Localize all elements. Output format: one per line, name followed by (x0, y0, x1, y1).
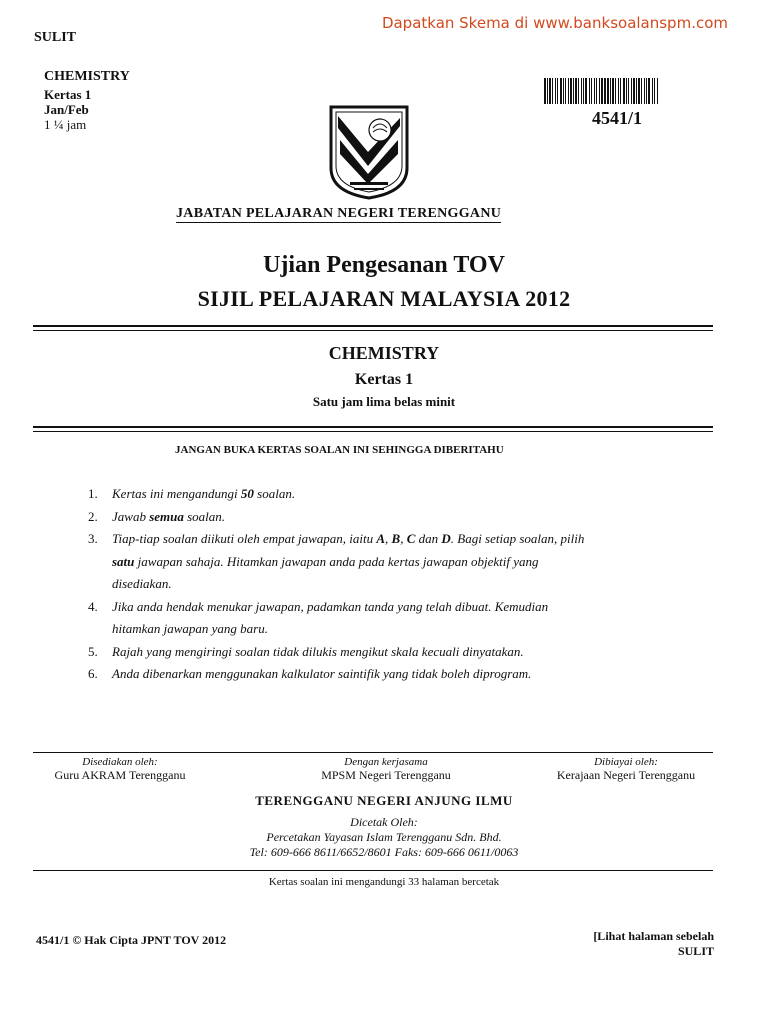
barcode-bar (568, 78, 569, 104)
credit-prepared (20, 756, 220, 783)
barcode-bar (599, 78, 600, 104)
instruction-number: 1. (88, 486, 98, 501)
instruction-text: Kertas ini mengandungi 50 soalan. (112, 486, 296, 501)
pages-note: Kertas soalan ini mengandungi 33 halaman bercetak (268, 876, 500, 888)
credit-prepared-label: Disediakan oleh: (82, 756, 158, 768)
barcode-bar (607, 78, 609, 104)
credit-funded (526, 756, 726, 783)
exam-title: Ujian Pengesanan TOV (263, 252, 505, 278)
credit-collab-value: MPSM Negeri Terengganu (321, 768, 451, 782)
divider-credits (33, 752, 713, 753)
barcode-bar (626, 78, 627, 104)
barcode-bar (570, 78, 572, 104)
barcode-bar (575, 78, 577, 104)
barcode-bar (654, 78, 655, 104)
barcode-bar (565, 78, 566, 104)
barcode-bar (594, 78, 595, 104)
instruction-text: hitamkan jawapan yang baru. (112, 621, 268, 636)
instruction-number: 5. (88, 643, 98, 659)
sulit-label: SULIT (34, 30, 77, 45)
barcode-bar (641, 78, 642, 104)
state-motto: TERENGGANU NEGERI ANJUNG ILMU (255, 793, 513, 808)
printer-name: Percetakan Yayasan Islam Terengganu Sdn. Bhd. (266, 830, 502, 844)
divider-mid (33, 426, 713, 428)
barcode-bar (610, 78, 611, 104)
instruction-text: disediakan. (112, 576, 172, 591)
barcode-bar (578, 78, 579, 104)
instruction-number: 6. (88, 666, 98, 681)
warning-notice: JANGAN BUKA KERTAS SOALAN INI SEHINGGA DIBERITAHU (175, 444, 504, 456)
subject-label: CHEMISTRY (44, 69, 130, 84)
printer-info (0, 815, 768, 860)
next-page-note: [Lihat halaman sebelah (593, 929, 714, 943)
printer-contact: Tel: 609-666 8611/6652/8601 Faks: 609-666 0611/0063 (249, 845, 519, 859)
barcode-bar (631, 78, 632, 104)
paper-time: Satu jam lima belas minit (312, 394, 456, 409)
sulit-footer: SULIT (677, 944, 714, 958)
printer-label: Dicetak Oleh: (350, 815, 418, 829)
instruction-number: 4. (88, 598, 98, 614)
barcode-bar (618, 78, 619, 104)
barcode-bar (583, 78, 584, 104)
instruction-number: 2. (88, 508, 98, 524)
paper-label: Kertas 1 (44, 87, 92, 102)
barcode-bar (560, 78, 562, 104)
instruction-text: Rajah yang mengiringi soalan tidak dilukis mengikut skala kecuali dinyatakan. (112, 643, 524, 659)
barcode-bar (657, 78, 658, 104)
barcode-bar (573, 78, 574, 104)
divider-top-thin (33, 330, 713, 331)
barcode-bar (601, 78, 603, 104)
instruction-text: Jika anda hendak menukar jawapan, padamkan tanda yang telah dibuat. Kemudian (112, 598, 549, 614)
paper-code: 4541/1 (592, 108, 643, 128)
barcode-bar (544, 78, 546, 104)
barcode-image (544, 78, 658, 104)
paper-number: Kertas 1 (354, 371, 414, 388)
barcode-bar (589, 78, 590, 104)
credit-funded-value: Kerajaan Negeri Terengganu (556, 768, 696, 782)
copyright-notice: 4541/1 © Hak Cipta JPNT TOV 2012 (36, 933, 227, 947)
barcode-bar (549, 78, 551, 104)
barcode-bar (633, 78, 635, 104)
jpnt-logo-emblem (328, 104, 410, 200)
instruction-number: 3. (88, 531, 98, 546)
barcode-bar (644, 78, 645, 104)
credit-collab-label: Dengan kerjasama (344, 756, 428, 768)
barcode-bar (638, 78, 640, 104)
credit-prepared-value: Guru AKRAM Terengganu (54, 768, 186, 782)
instruction-text: Anda dibenarkan menggunakan kalkulator saintifik yang tidak boleh diprogram. (112, 666, 532, 681)
barcode-bar (615, 78, 616, 104)
barcode-bar (636, 78, 637, 104)
barcode-bar (648, 78, 650, 104)
barcode-bar (612, 78, 614, 104)
exam-name: SIJIL PELAJARAN MALAYSIA 2012 (197, 286, 571, 311)
banner-link[interactable]: Dapatkan Skema di www.banksoalanspm.com (381, 14, 728, 32)
credit-funded-label: Dibiayai oleh: (594, 756, 658, 768)
session-label: Jan/Feb (44, 102, 89, 117)
instruction-text: Jawab semua soalan. (112, 508, 226, 524)
barcode-bar (604, 78, 606, 104)
instruction-text: Tiap-tiap soalan diikuti oleh empat jawapan, iaitu A, B, C dan D. Bagi setiap soalan, pilih (112, 531, 585, 546)
divider-top (33, 325, 713, 327)
barcode-bar (652, 78, 653, 104)
barcode-bar (555, 78, 556, 104)
duration-label: 1 ¼ jam (44, 117, 87, 132)
barcode-bar (620, 78, 621, 104)
barcode-bar (557, 78, 558, 104)
barcode-bar (563, 78, 564, 104)
barcode-bar (596, 78, 597, 104)
barcode-bar (591, 78, 592, 104)
department-name: JABATAN PELAJARAN NEGERI TERENGGANU (176, 206, 502, 221)
instruction-text: satu jawapan sahaja. Hitamkan jawapan anda pada kertas jawapan objektif yang (112, 553, 539, 569)
credit-collab (286, 756, 486, 783)
barcode-bar (581, 78, 582, 104)
barcode-bar (547, 78, 548, 104)
paper-subject: CHEMISTRY (328, 343, 440, 363)
barcode-bar (623, 78, 625, 104)
barcode-bar (585, 78, 587, 104)
barcode-bar (646, 78, 647, 104)
barcode-bar (628, 78, 629, 104)
divider-bottom (33, 870, 713, 871)
barcode-bar (552, 78, 553, 104)
divider-mid-thin (33, 431, 713, 432)
footer-right (593, 929, 714, 959)
